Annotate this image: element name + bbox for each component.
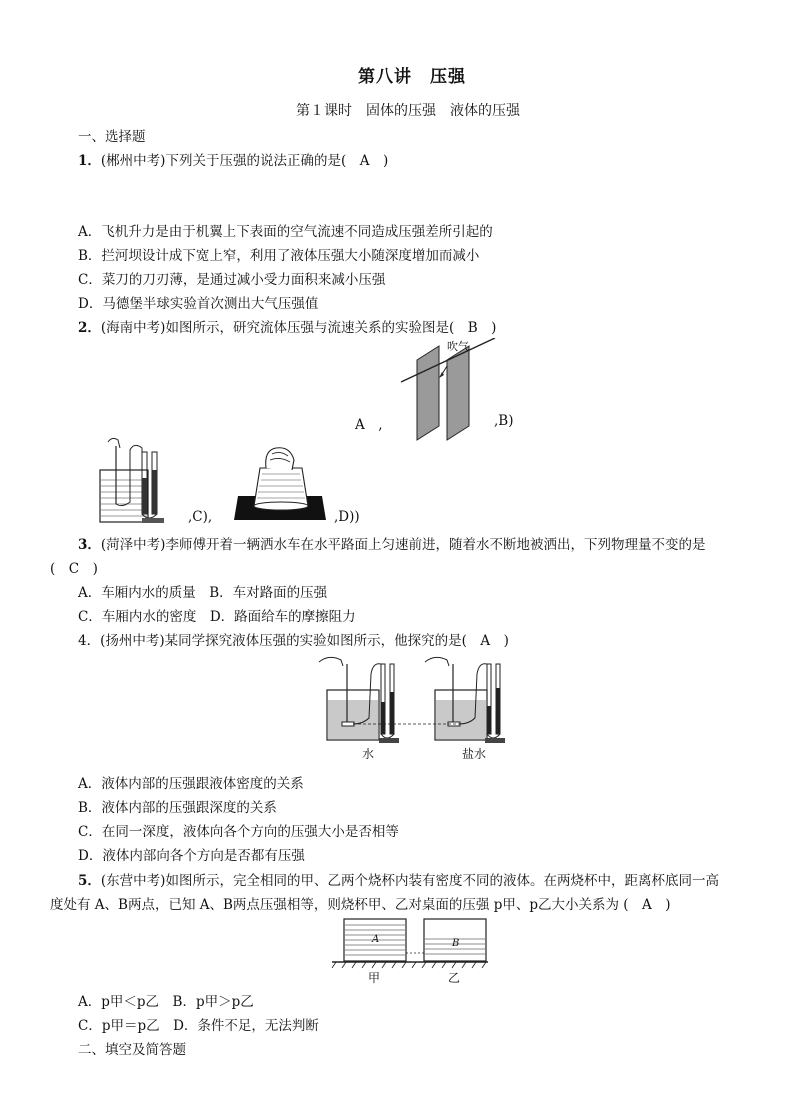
option: C．在同一深度，液体向各个方向的压强大小是否相等: [78, 824, 399, 840]
question-stem: (海南中考)如图所示，研究流体压强与流速关系的实验图是( B ): [100, 320, 497, 336]
figure-blowing-paper: [395, 338, 505, 448]
beaker-label-yi: 乙: [448, 971, 461, 985]
option: B．液体内部的压强跟深度的关系: [78, 800, 277, 816]
option: A．飞机升力是由于机翼上下表面的空气流速不同造成压强差所引起的: [78, 224, 493, 240]
question-5-cont: 度处有 A、B两点，已知 A、B两点压强相等，则烧杯甲、乙对桌面的压强 p甲、p乙大小关系为 ( A ): [50, 897, 671, 913]
section-heading-fill: 二、填空及简答题: [78, 1042, 186, 1058]
question-number: 5．: [78, 873, 101, 889]
option: D．液体内部向各个方向是否都有压强: [78, 848, 305, 864]
question-stem: (东营中考)如图所示，完全相同的甲、乙两个烧杯内装有密度不同的液体。在两烧杯中，距离杯底同一高: [100, 873, 719, 889]
option: B．拦河坝设计成下宽上窄，利用了液体压强大小随深度增加而减小: [78, 248, 480, 264]
question-4: [78, 629, 509, 649]
figure-label-saltwater: 盐水: [462, 747, 487, 761]
question-3: [78, 533, 705, 553]
figure-label-a: A ,: [355, 417, 383, 433]
option: A．液体内部的压强跟液体密度的关系: [78, 776, 304, 792]
question-stem: (郴州中考)下列关于压强的说法正确的是( A ): [100, 153, 389, 169]
figure-label-c: ,C),: [188, 509, 213, 525]
figure-label-water: 水: [362, 747, 375, 761]
figure-label-b: ,B): [494, 413, 514, 429]
page-title: 第八讲 压强: [358, 67, 466, 87]
question-stem: (扬州中考)某同学探究液体压强的实验如图所示，他探究的是( A ): [100, 633, 509, 649]
question-5: [78, 869, 719, 889]
option: C．菜刀的刀刃薄，是通过减小受力面积来减小压强: [78, 272, 386, 288]
option: C．车厢内水的密度 D．路面给车的摩擦阻力: [78, 609, 356, 625]
figure-u-tube-pressure: [90, 432, 180, 527]
figure-liquid-pressure: [315, 652, 525, 761]
answer-bracket: ( C ): [50, 561, 98, 577]
beaker-label-jia: 甲: [368, 971, 381, 985]
point-label-b: B: [452, 938, 460, 949]
question-2: [78, 316, 496, 336]
figure-inverted-cup: [230, 440, 330, 525]
figure-label-blow: 吹气: [447, 340, 469, 353]
question-number: 4．: [78, 633, 101, 649]
question-number: 1．: [78, 153, 101, 169]
figure-two-beakers: [330, 915, 490, 985]
page-subtitle: 第１课时 固体的压强 液体的压强: [296, 103, 520, 119]
figure-label-d: ,D)): [334, 509, 360, 525]
question-stem: (菏泽中考)李师傅开着一辆洒水车在水平路面上匀速前进，随着水不断地被洒出，下列物理量不变的是: [100, 537, 706, 553]
option: D．马德堡半球实验首次测出大气压强值: [78, 296, 319, 312]
option: A．p甲＜p乙 B．p甲＞p乙: [78, 994, 254, 1010]
question-number: 3．: [78, 537, 101, 553]
point-label-a: A: [372, 934, 380, 945]
option: C．p甲＝p乙 D．条件不足，无法判断: [78, 1018, 319, 1034]
section-heading-choice: 一、选择题: [78, 129, 146, 145]
question-1: [78, 149, 388, 169]
question-number: 2．: [78, 320, 101, 336]
option: A．车厢内水的质量 B．车对路面的压强: [78, 585, 328, 601]
